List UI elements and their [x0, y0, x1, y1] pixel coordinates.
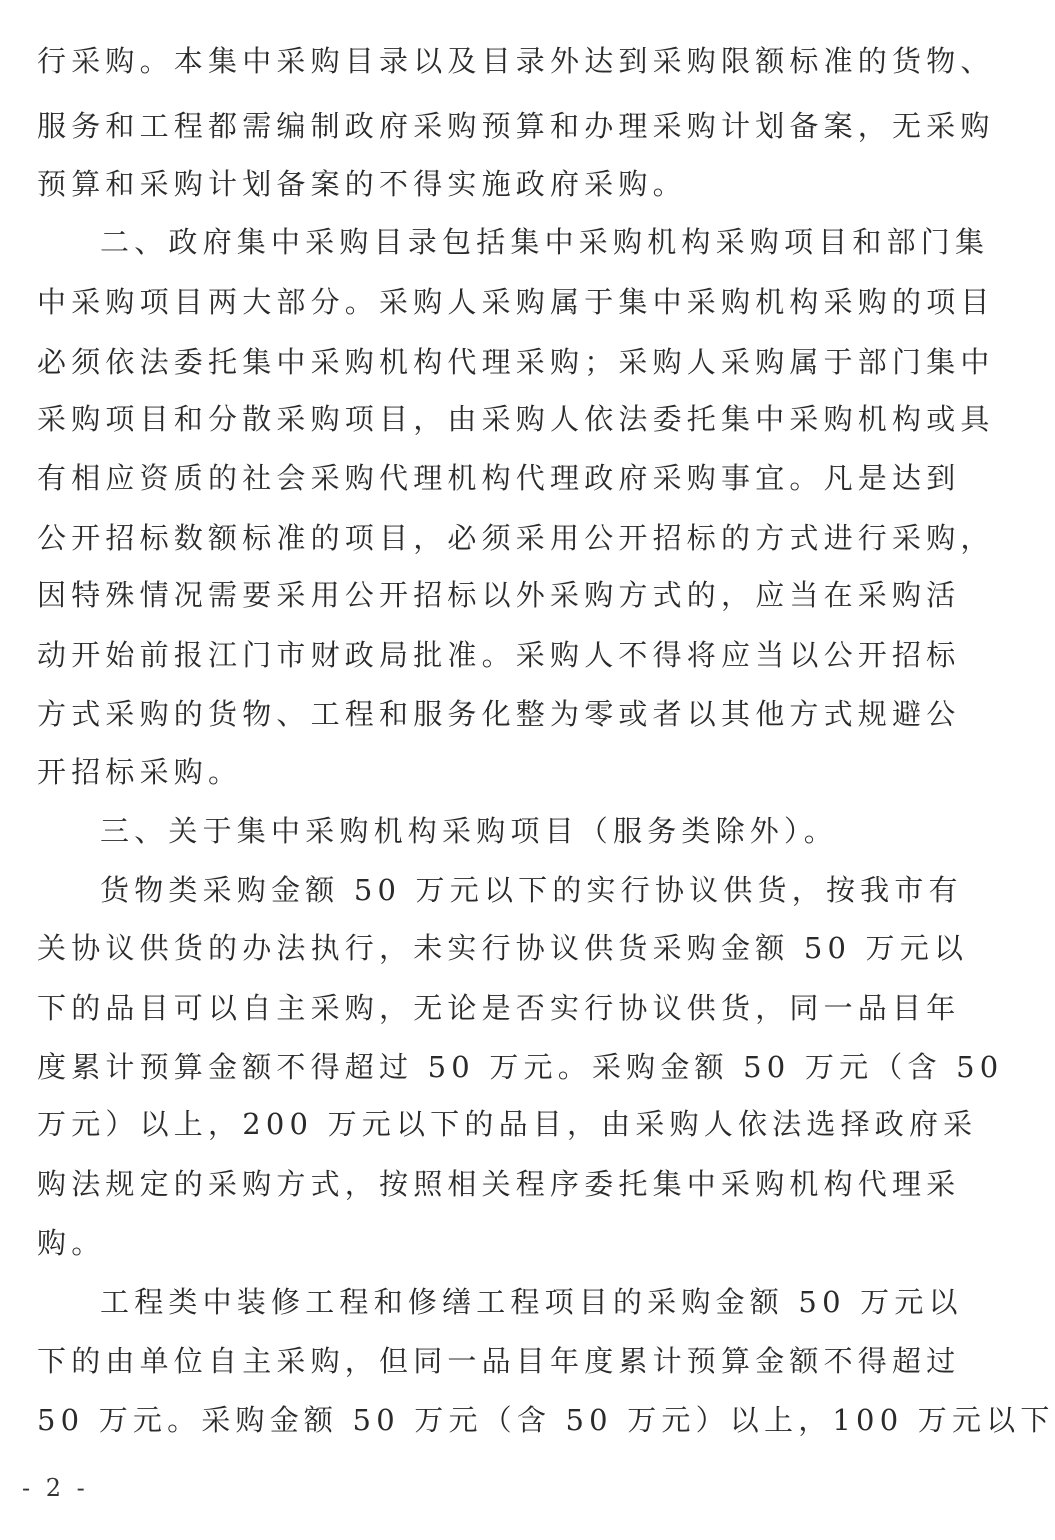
text-line: 中采购项目两大部分。采购人采购属于集中采购机构采购的项目: [37, 285, 995, 319]
text-line: 购法规定的采购方式，按照相关程序委托集中采购机构代理采: [37, 1167, 961, 1201]
text-line: 采购项目和分散采购项目，由采购人依法委托集中采购机构或具: [37, 402, 995, 436]
page-number: - 2 -: [22, 1474, 89, 1502]
text-line: 预算和采购计划备案的不得实施政府采购。: [37, 167, 687, 201]
text-line: 购。: [37, 1226, 106, 1260]
text-line: 关协议供货的办法执行，未实行协议供货采购金额 50 万元以: [37, 931, 969, 965]
text-line: 度累计预算金额不得超过 50 万元。采购金额 50 万元（含 50: [37, 1050, 1004, 1084]
text-line: 公开招标数额标准的项目，必须采用公开招标的方式进行采购，: [37, 521, 995, 555]
text-line: 50 万元。采购金额 50 万元（含 50 万元）以上，100 万元以下: [37, 1403, 1055, 1437]
text-line: 万元）以上，200 万元以下的品目，由采购人依法选择政府采: [37, 1107, 978, 1141]
text-line: 动开始前报江门市财政局批准。采购人不得将应当以公开招标: [37, 638, 961, 672]
text-line: 有相应资质的社会采购代理机构代理政府采购事宜。凡是达到: [37, 461, 961, 495]
text-line: 因特殊情况需要采用公开招标以外采购方式的，应当在采购活: [37, 578, 961, 612]
text-line: 下的品目可以自主采购，无论是否实行协议供货，同一品目年: [37, 991, 961, 1025]
section-heading: 三、关于集中采购机构采购项目（服务类除外）。: [100, 814, 838, 848]
text-line: 必须依法委托集中采购机构代理采购；采购人采购属于部门集中: [37, 345, 995, 379]
text-line: 下的由单位自主采购，但同一品目年度累计预算金额不得超过: [37, 1344, 961, 1378]
text-line: 行采购。本集中采购目录以及目录外达到采购限额标准的货物、: [37, 44, 995, 78]
text-line: 货物类采购金额 50 万元以下的实行协议供货，按我市有: [100, 873, 963, 907]
text-line: 开招标采购。: [37, 755, 243, 789]
text-line: 工程类中装修工程和修缮工程项目的采购金额 50 万元以: [100, 1285, 963, 1319]
text-line: 二、政府集中采购目录包括集中采购机构采购项目和部门集: [100, 225, 990, 259]
text-line: 服务和工程都需编制政府采购预算和办理采购计划备案，无采购: [37, 109, 995, 143]
text-line: 方式采购的货物、工程和服务化整为零或者以其他方式规避公: [37, 697, 961, 731]
